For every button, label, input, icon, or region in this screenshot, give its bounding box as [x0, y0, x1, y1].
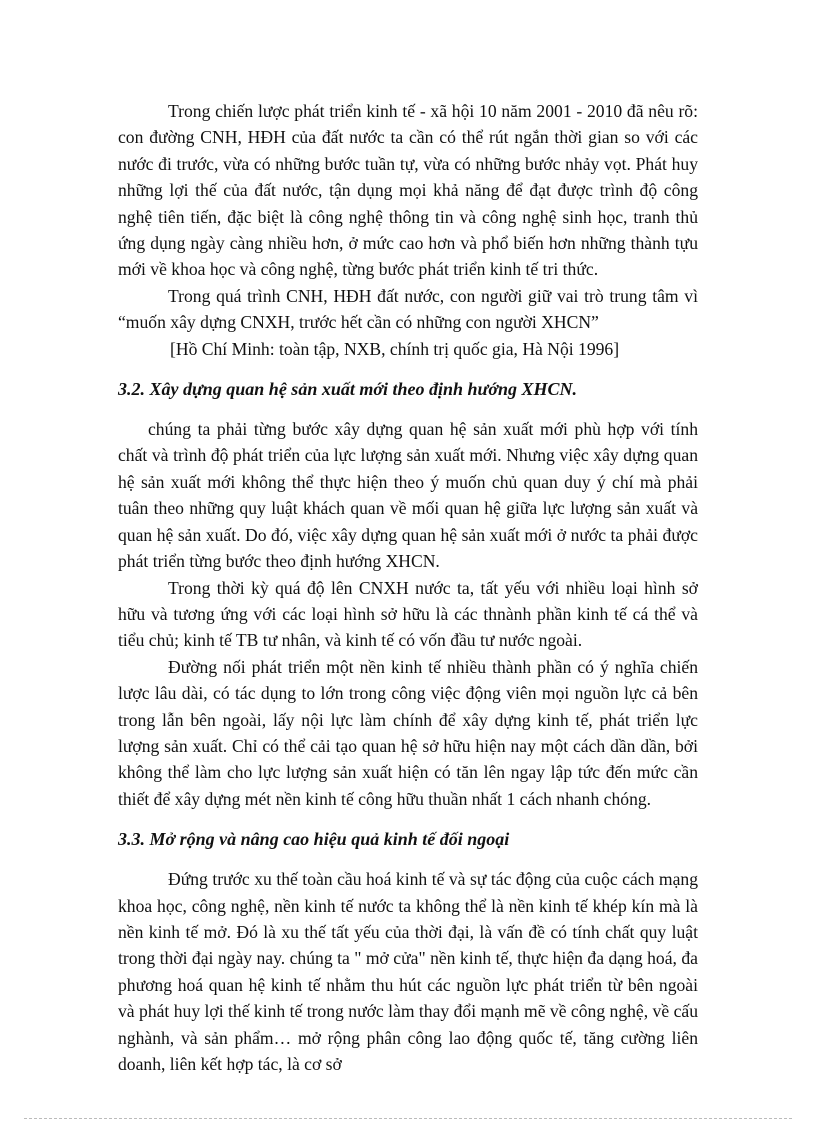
paragraph-strategy: Trong chiến lược phát triển kinh tế - xã hội 10 năm 2001 - 2010 đã nêu rõ: con đường CNH, HĐH của đất nước ta cần có thể rút ngắn thời gian so với các nước đi trước, vừa có những bước tuần tự, vừa có những bước nhảy vọt. Phát huy những lợi thế của đất nước, tận dụng mọi khả năng để đạt được trình độ công nghệ tiên tiến, đặc biệt là công nghệ thông tin và công nghệ sinh học, tranh thủ ứng dụng ngày càng nhiều hơn, ở mức cao hơn và phổ biến hơn những thành tựu mới về khoa học và công nghệ, từng bước phát triển kinh tế tri thức.	[118, 101, 698, 280]
paragraph-transition-period: Trong thời kỳ quá độ lên CNXH nước ta, tất yếu với nhiều loại hình sở hữu và tương ứng với các loại hình sở hữu là các thnành phần kinh tế cá thể và tiểu chủ; kinh tế TB tư nhân, và kinh tế có vốn đầu tư nước ngoài.	[118, 577, 698, 651]
paragraph-human-role: Trong quá trình CNH, HĐH đất nước, con người giữ vai trò trung tâm vì “muốn xây dựng CNXH, trước hết cần có những con người XHCN”	[118, 285, 698, 333]
citation: [Hồ Chí Minh: toàn tập, NXB, chính trị quốc gia, Hà Nội 1996]	[170, 338, 620, 359]
paragraph-production-relations: chúng ta phải từng bước xây dựng quan hệ sản xuất mới phù hợp với tính chất và trình độ phát triển của lực lượng sản xuất mới. Nhưng việc xây dựng quan hệ sản xuất mới không thể thực hiện theo ý muốn chủ quan duy ý chí mà phải tuân theo những quy luật khách quan về mối quan hệ giữa lực lượng sản xuất và quan hệ sản xuất. Do đó, việc xây dựng quan hệ sản xuất mới ở nước ta phải được phát triển từng bước theo định hướng XHCN.	[118, 419, 698, 572]
paragraph-globalization: Đứng trước xu thế toàn cầu hoá kinh tế và sự tác động của cuộc cách mạng khoa học, công nghệ, nền kinh tế nước ta không thể là nền kinh tế khép kín mà là nền kinh tế mở. Đó là xu thế tất yếu của thời đại, là vấn đề có tính chất quy luật trong thời đại ngày nay. chúng ta " mở cửa" nền kinh tế, thực hiện đa dạng hoá, đa phương hoá quan hệ kinh tế nhằm thu hút các nguồn lực phát triển từ bên ngoài và phát huy lợi thế kinh tế trong nước làm thay đổi mạnh mẽ về công nghệ, về cấu nghành, và sản phẩm… mở rộng phân công lao động quốc tế, tăng cường liên doanh, liên kết hợp tác, là cơ sở	[118, 869, 698, 1074]
section-heading-3-3: 3.3. Mở rộng và nâng cao hiệu quả kinh tế đối ngoại	[118, 829, 510, 850]
section-heading-3-2: 3.2. Xây dựng quan hệ sản xuất mới theo định hướng XHCN.	[118, 379, 577, 400]
page-bottom-rule	[24, 1118, 792, 1119]
document-page	[118, 98, 698, 1077]
paragraph-multi-sector: Đường nối phát triển một nền kinh tế nhiều thành phần có ý nghĩa chiến lược lâu dài, có tác dụng to lớn trong công việc động viên mọi nguồn lực cả bên trong lẫn bên ngoài, lấy nội lực làm chính để xây dựng kinh tế, phát triển lực lượng sản xuất. Chỉ có thể cải tạo quan hệ sở hữu hiện nay một cách dần dần, bởi không thể làm cho lực lượng sản xuất hiện có tăn lên ngay lập tức đến mức cần thiết để xây dựng mét nền kinh tế công hữu thuần nhất 1 cách nhanh chóng.	[118, 656, 698, 809]
